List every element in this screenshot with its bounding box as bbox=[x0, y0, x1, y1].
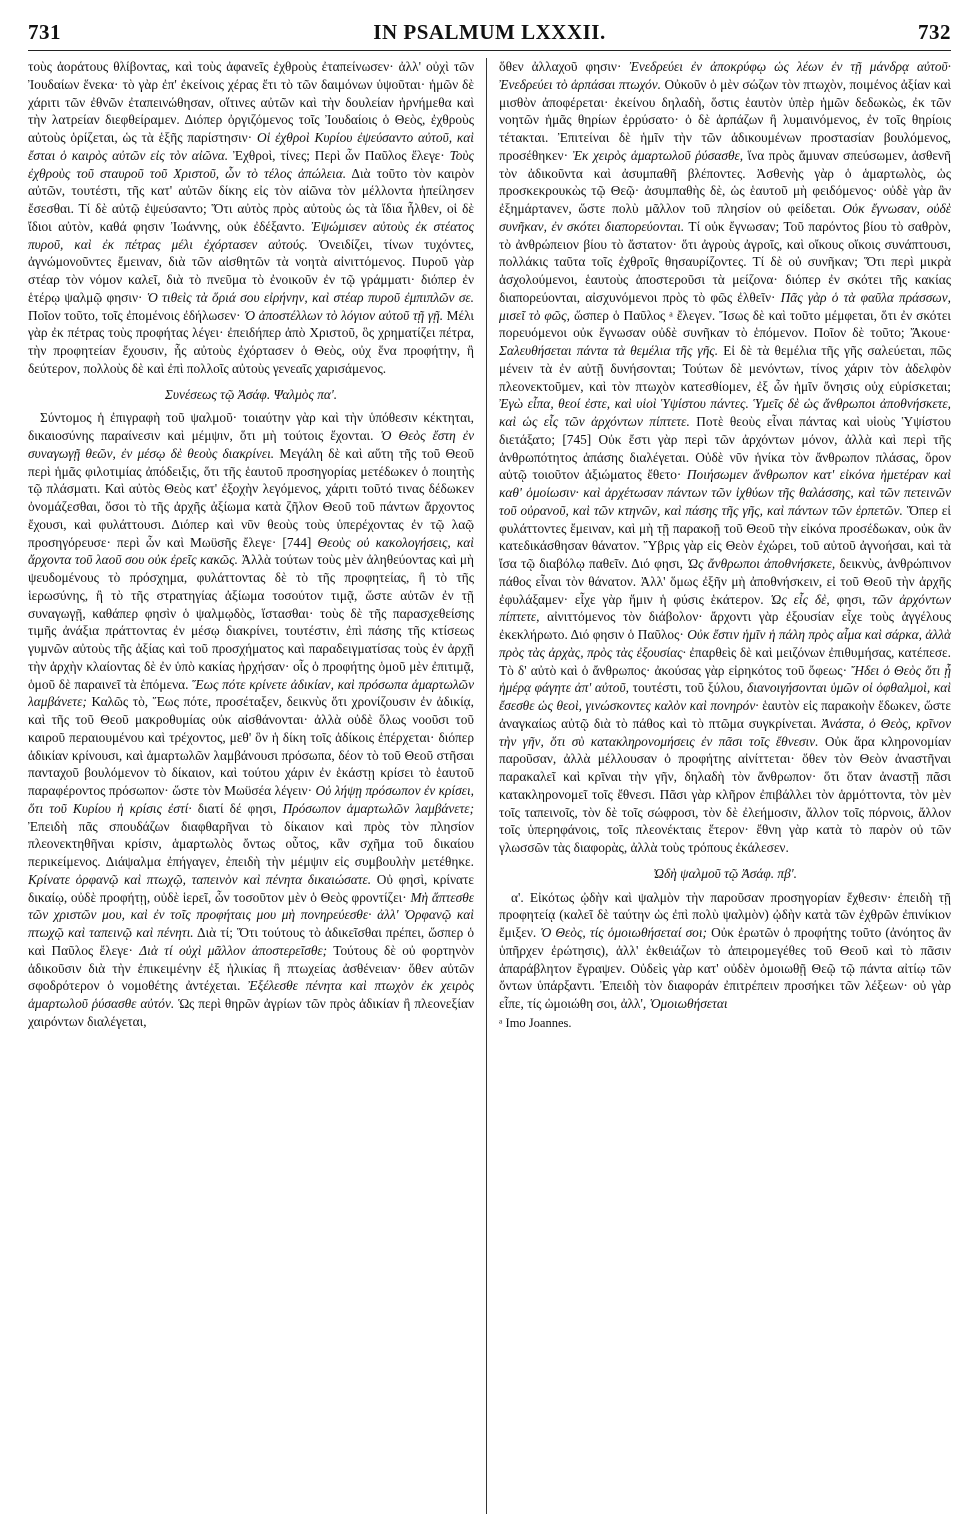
scripture-quote: Ἕως πότε κρίνετε ἀδικίαν, καὶ πρόσωπα ἁμαρτωλῶν λαμβάνετε; bbox=[28, 676, 474, 710]
right-column bbox=[499, 58, 951, 1520]
scripture-quote: Οἱ ἐχθροὶ Κυρίου ἐψεύσαντο αὐτοῦ, καὶ ἔσται ὁ καιρὸς αὐτῶν εἰς τὸν αἰῶνα. bbox=[28, 130, 474, 163]
scripture-quote: Κρίνατε ὀρφανῷ καὶ πτωχῷ, ταπεινὸν καὶ πένητα δικαιώσατε. bbox=[28, 871, 372, 887]
scripture-quote: Ὁ τιθεὶς τὰ ὅριά σου εἰρήνην, καὶ στέαρ πυροῦ ἐμπιπλῶν σε. bbox=[146, 289, 474, 305]
scripture-quote: Οὐκ ἔγνωσαν, οὐδὲ συνῆκαν, ἐν σκότει διαπορεύονται. bbox=[499, 201, 951, 234]
scripture-quote: Θεοὺς οὐ κακολογήσεις, καὶ ἄρχοντα τοῦ λαοῦ σου οὐκ ἐρεῖς κακῶς. bbox=[28, 534, 474, 568]
scripture-quote: Ἀνάστα, ὁ Θεὸς, κρῖνον τὴν γῆν, ὅτι σὺ κατακληρονομήσεις ἐν πᾶσι τοῖς ἔθνεσιν. bbox=[499, 715, 951, 749]
header-rule bbox=[28, 50, 951, 51]
scripture-quote: Ὁ ἀποστέλλων τὸ λόγιον αὐτοῦ τῇ γῇ. bbox=[244, 307, 444, 323]
column-divider bbox=[486, 58, 487, 1514]
right-page-number: 732 bbox=[918, 19, 951, 44]
psalm-heading: Ὠδὴ ψαλμοῦ τῷ Ἀσάφ. πβ'. bbox=[653, 865, 797, 881]
scripture-quote: Ἐξέλεσθε πένητα καὶ πτωχὸν ἐκ χειρὸς ἁμαρτωλοῦ ῥύσασθε αὐτόν. bbox=[28, 978, 474, 1011]
scripture-quote: Πρόσωπον ἁμαρτωλῶν λαμβάνετε; bbox=[282, 800, 474, 816]
scripture-quote: Τοὺς ἐχθροὺς τοῦ σταυροῦ τοῦ Χριστοῦ, ὧν τὸ τέλος ἀπώλεια. bbox=[28, 147, 474, 181]
paragraph: τοὺς ἀοράτους θλίβοντας, καὶ τοὺς ἀφανεῖς ἐχθροὺς ἐταπείνωσεν· ἀλλ' οὐχὶ τῶν Ἰουδαίων ἕνεκα· τὸ γὰρ ἐπ' ἐκείνοις χέρας ἔτι τὸ τῶν δαιμόνων ὑψοῦται· ἡμῶν δὲ χάριτι τῶν ἐθνῶν ἐταπεινώθησαν, οἵτινες αὐτῶν καὶ τὴν δουλείαν ἠρνήμεθα καὶ τὴν λατρείαν διεφθείραμεν. Διόπερ ὀργιζόμενος τοῖς Ἰουδαίοις ὁ Θεὸς, ἐχθροὺς αὐτοὺς ὁρίζεται, ὡς τὰ ἑξῆς παρίστησιν· Οἱ ἐχθροὶ Κυρίου ἐψεύσαντο αὐτοῦ, καὶ ἔσται ὁ καιρὸς αὐτῶν εἰς τὸν αἰῶνα. Ἐχθροὶ, τίνες; Περὶ ὧν Παῦλος ἔλεγε· Τοὺς ἐχθροὺς τοῦ σταυροῦ τοῦ Χριστοῦ, ὧν τὸ τέλος ἀπώλεια. Διὰ τοῦτο τὸν καιρὸν αὐτῶν, τουτέστι, τῆς κατ' αὐτῶν δίκης εἰς τὸν αἰῶνα τὸν μέλλοντα ἠπείλησεν ἔσεσθαι. Τί δὲ αὐτῷ ἐψεύσαντο; Ὅτι αὐτὸς πρὸς αὐτοὺς ὡς τὰ ἴδια ἦλθεν, οἱ δὲ ἴδιοι αὐτὸν, καθά φησιν Ἰωάννης, οὐκ ἐδέξαντο. Ἐψώμισεν αὐτοὺς ἐκ στέατος πυροῦ, καὶ ἐκ πέτρας μέλι ἐχόρτασεν αὐτούς. Ὀνειδίζει, τίνων τυχόντες, ἀγνώμονοῦντες ἔμειναν, διὰ τῶν αἰσθητῶν τὰ νοητὰ αἰνιττόμενος. Πυροῦ γὰρ στέαρ τὸν νόμον καλεῖ, διὰ τὸ πνεῦμα τὸ ἐνοικοῦν ἐν τῷ γράμματι· διόπερ ἐν ἑτέρῳ ψαλμῷ φησιν· Ὁ τιθεὶς τὰ ὅριά σου εἰρήνην, καὶ στέαρ πυροῦ ἐμπιπλῶν σε. Ποῖον τοῦτο, τοῖς ἐπομένοις ἐδήλωσεν· Ὁ ἀποστέλλων τὸ λόγιον αὐτοῦ τῇ γῇ. Μέλι γὰρ ἐκ πέτρας τοὺς προφήτας λέγει· ἐπειδήπερ ἀπὸ Χριστοῦ, ὃς χρηματίζει πέτρα, τὴν προφητείαν ἔχουσιν, ἧς αὐτοὺς ἐχόρτασεν ὁ Θεὸς, οὐχ ἕνα προφήτην, ἢ δεύτερον, πολλοὺς δὲ καὶ ἐπὶ πολλοῖς αὐτοὺς γενεαῖς χαρισάμενος. bbox=[28, 59, 474, 376]
scripture-quote: Ὁμοιωθήσεται bbox=[649, 996, 728, 1011]
scripture-quote: Ποιήσωμεν ἄνθρωπον κατ' εἰκόνα ἡμετέραν καὶ καθ' ὁμοίωσιν· καὶ ἀρχέτωσαν πάντων τῶν ἰχθύων τῆς θαλάσσης, καὶ τῶν πετεινῶν τοῦ οὐρανοῦ, καὶ τῶν κτηνῶν, καὶ πάσης τῆς γῆς, καὶ πάντων τῶν ἑρπετῶν. bbox=[499, 467, 951, 518]
scripture-quote: Οὐκ ἔστιν ἡμῖν ἡ πάλη πρὸς αἷμα καὶ σάρκα, ἀλλὰ πρὸς τὰς ἀρχὰς, πρὸς τὰς ἐξουσίας· bbox=[499, 627, 951, 660]
psalm-heading: Συνέσεως τῷ Ἀσάφ. Ψαλμὸς πα'. bbox=[164, 386, 338, 402]
page-header bbox=[28, 18, 951, 46]
paragraph: ὅθεν ἀλλαχοῦ φησιν· Ἐνεδρεύει ἐν ἀποκρύφῳ ὡς λέων ἐν τῇ μάνδρᾳ αὐτοῦ· Ἐνεδρεύει τὸ ἁρπάσαι πτωχόν. Οὐκοῦν ὁ μὲν σώζων τὸν πτωχὸν, ποιμένος ἀξίαν καὶ μισθὸν ἀποφέρεται· ἐκείνου δηλαδὴ, ὅστις ἑαυτὸν ὑπὲρ ἡμῶν δεδωκὼς, ἐκ τῶν νοητῶν ἡμᾶς θηρίων ἐρρύσατο· ὁ δὲ ἁρπάζων ἢ λυμαινόμενος, ἐν τοῖς θηρίοις τέτακται. Ἐπιτείναι δὲ ἡμῖν τὴν τῶν ἀδικουμένων προστασίαν βουλόμενος, προσέθηκεν· Ἐκ χειρὸς ἁμαρτωλοῦ ῥύσασθε, ἵνα πρὸς ἄμυναν σπεύσωμεν, ἀσθενῆ τὸν ἀδικοῦντα καὶ ἀσυμπαθῆ βλέποντες. Ἀσθενὴς γὰρ ὁ ἁμαρτωλὸς, ὡς προσκεκρουκὼς τῷ Θεῷ· ἀσυμπαθὴς δὲ, ὡς ἑαυτοῦ μὴ φειδόμενος· οὐδὲ γὰρ ἂν ἐξημάρτανεν, ὥστε πολὺ μᾶλλον τοῦ πλησίον οὐ φείδεται. Οὐκ ἔγνωσαν, οὐδὲ συνῆκαν, ἐν σκότει διαπορεύονται. Τί οὐκ ἔγνωσαν; Τοῦ παρόντος βίου τὸ σαθρὸν, τὸ ἀνθρώπειον βίου τὸ ἄστατον· ὅτι ἀγροὺς ἀγροῖς, καὶ οἴκους οἴκοις συνάπτουσι, πολλάκις ταῦτα τοῖς ἐχθροῖς θησαυρίζοντες. Τί δὲ οὐ συνῆκαν; Ὅτι περὶ μικρὰ ἀσχολούμενοι, ἑαυτοὺς ἀποστεροῦσι τὰ μείζονα· διόπερ ἐν σκότει τῆς κακίας διαπορεύονται, αἰσχυνόμενοι πρὸς τὸ φῶς ἐλθεῖν· Πᾶς γὰρ ὁ τὰ φαῦλα πράσσων, μισεῖ τὸ φῶς, ὥσπερ ὁ Παῦλος ᵃ ἔλεγεν. Ἴσως δὲ καὶ τοῦτο μέμφεται, ὅτι ἐν σκότει πορευόμενοι οὐκ ἔγνωσαν οὐδὲ συνῆκαν τὸ ἑπόμενον. Ποῖον δὲ τοῦτο; Ἄκουε· Σαλευθήσεται πάντα τὰ θεμέλια τῆς γῆς. Εἰ δὲ τὰ θεμέλια τῆς γῆς σαλεύεται, πῶς μένειν τὰ ἐν αὐτῇ δυνήσονται; Τούτων δὲ μενόντων, τίνος χάριν τὸν ἀδελφὸν πλεονεκτοῦμεν, καὶ τὸν πτωχὸν κατεσθίομεν, ἐξ ὧν ἡμῖν ὄνησις οὐχ εὑρίσκεται; Ἐγὼ εἶπα, θεοί ἐστε, καὶ υἱοὶ Ὑψίστου πάντες. Ὑμεῖς δὲ ὡς ἄνθρωποι ἀποθνήσκετε, καὶ ὡς εἷς τῶν ἀρχόντων πίπτετε. Ποτὲ θεοὺς εἶναι πάντας καὶ υἱοὺς Ὑψίστου διετάξατο; [745] Οὐκ ἔστι γὰρ περὶ τῶν ἀρχόντων μόνον, ἀλλὰ καὶ περὶ τῆς ἀνθρωπότητος ἁπάσης διαλέγεται. Οὐδὲ νῦν ἡνίκα τὸν ἄνθρωπον πλάσας, ὅρον αὐτῷ τοιοῦτον ἀξιώματος ἔθετο· Ποιήσωμεν ἄνθρωπον κατ' εἰκόνα ἡμετέραν καὶ καθ' ὁμοίωσιν· καὶ ἀρχέτωσαν πάντων τῶν ἰχθύων τῆς θαλάσσης, καὶ τῶν πετεινῶν τοῦ οὐρανοῦ, καὶ τῶν κτηνῶν, καὶ πάσης τῆς γῆς, καὶ πάντων τῶν ἑρπετῶν. Ὅπερ εἰ φυλάττοντες ἔμειναν, καὶ μὴ τῇ παρακοῇ τοῦ Θεοῦ τὴν εἰκόνα προσέδωκαν, οὐκ ἂν κατεδικάσθησαν θάνατον. Ὕβρις γὰρ εἰς Θεὸν ἐχώρει, τοῦ αὐτοῦ ἀγνοήσαι, καὶ τὰ ἴσα τῷ διαβόλῳ παθεῖν. Διό φησι, Ὡς ἄνθρωποι ἀποθνήσκετε, δεικνὺς, ἀνθρώπινον πάθος εἶναι τὸν θάνατον. Ἀλλ' ὅμως ἐξῆν μὴ ἀποθνήσκειν, εἰ τοῦ Θεοῦ τὴν ἀρχῆς ἐφυλάξαμεν· εἶχε γὰρ ἥμιν ἡ φύσις ἑκάτερον. Ὡς εἷς δὲ, φησι, τῶν ἀρχόντων πίπτετε, αἰνιττόμενος τὸν διάβολον· ἄρχοντι γὰρ ἐξουσίαν εἶχε τοὺς ἀγγέλους ἐκεκλήρωτο. Διό φησιν ὁ Παῦλος· Οὐκ ἔστιν ἡμῖν ἡ πάλη πρὸς αἷμα καὶ σάρκα, ἀλλὰ πρὸς τὰς ἀρχὰς, πρὸς τὰς ἐξουσίας· ἐπαρθεὶς δὲ καὶ μειζόνων ἐπιθυμήσας, κατέπεσε. Τὸ δ' αὐτὸ καὶ ὁ ἄνθρωπος· ἀκούσας γὰρ εἰρηκότος τοῦ ὄφεως· Ἤδει ὁ Θεὸς ὅτι ᾗ ἡμέρᾳ φάγητε ἀπ' αὐτοῦ, τουτέστι, τοῦ ξύλου, διανοιγήσονται ὑμῶν οἱ ὀφθαλμοὶ, καὶ ἔσεσθε ὡς θεοὶ, γινώσκοντες καλὸν καὶ πονηρόν· ἑαυτὸν εἰς παρακοὴν ἔδωκεν, ὥστε ἀναγκαίως αὐτῷ διὰ τὸ πάθος καὶ τὸ πτῶμα συγκρίνεται. Ἀνάστα, ὁ Θεὸς, κρῖνον τὴν γῆν, ὅτι σὺ κατακληρονομήσεις ἐν πᾶσι τοῖς ἔθνεσιν. Οὐκ ἄρα κληρονομίαν παροῦσαν, ἀλλὰ μέλλουσαν ὁ προφήτης αἰνίττεται· ὅθεν τὸν Θεὸν ἀναστῆναι παρακαλεῖ καὶ κρῖναι τὴν γῆν, δηλαδὴ τὸν ἄνθρωπον· ὅτι ὅταν ἀναστῇ πᾶσι κατακληρονομεῖ τοῖς ἔθνεσι. Πᾶσι γὰρ κλῆρον ἐπιβάλλει τὸν ἁρμόττοντα, τὸν μὲν τοῖς ταπεινοῖς, τὸν δὲ τοῖς σώφροσι, τὸν δὲ ἐλεήμοσιν, ἄλλον τοῖς πόρνοις, ἄλλον τοῖς ὑπερηφάνοις, τοῖς πλεονέκταις ἕτερον· ἔθνη γὰρ κατὰ τὸ παρὸν οὐ τῶν γλωσσῶν τὰς διαφορὰς, ἀλλὰ τοὺς τρόπους ἐκάλεσεν. bbox=[499, 59, 951, 855]
footnote: ᵃ Imo Joannes. bbox=[499, 1015, 572, 1030]
scripture-quote: Διὰ τί οὐχὶ μᾶλλον ἀποστερεῖσθε; bbox=[139, 942, 328, 958]
running-title: IN PSALMUM LXXXII. bbox=[373, 19, 606, 44]
scripture-quote: Ὡς εἷς δὲ, bbox=[770, 591, 830, 607]
left-column bbox=[28, 58, 474, 1520]
scripture-quote: τῶν ἀρχόντων πίπτετε, bbox=[499, 591, 951, 625]
scripture-quote: Ἐψώμισεν αὐτοὺς ἐκ στέατος πυροῦ, καὶ ἐκ πέτρας μέλι ἐχόρτασεν αὐτούς. bbox=[28, 218, 474, 252]
scripture-quote: Ὁ Θεὸς, τίς ὁμοιωθήσεταί σοι; bbox=[540, 925, 707, 940]
scripture-quote: Πᾶς γὰρ ὁ τὰ φαῦλα πράσσων, μισεῖ τὸ φῶς, bbox=[499, 289, 951, 323]
scripture-quote: διανοιγήσονται ὑμῶν οἱ ὀφθαλμοὶ, καὶ ἔσεσθε ὡς θεοὶ, γινώσκοντες καλὸν καὶ πονηρόν· bbox=[499, 680, 951, 713]
scripture-quote: ἀλλ' Ὀρφανῷ καὶ πτωχῷ καὶ ταπεινῷ καὶ πένητι. bbox=[28, 907, 474, 940]
scripture-quote: Ἐκ χειρὸς ἁμαρτωλοῦ ῥύσασθε, bbox=[572, 147, 744, 163]
paragraph: Σύντομος ἡ ἐπιγραφὴ τοῦ ψαλμοῦ· τοιαύτην γὰρ καὶ τὴν ὑπόθεσιν κέκτηται, δικαιοσύνης παραίνεσιν καὶ μέμψιν, ὅτι μὴ τούτοις ἔχονται. Ὁ Θεὸς ἔστη ἐν συναγωγῇ θεῶν, ἐν μέσῳ δὲ θεοὺς διακρίνει. Μεγάλη δὲ καὶ αὕτη τῆς τοῦ Θεοῦ περὶ ἡμᾶς φιλοτιμίας ἀπόδειξις, ὅτι τῆς ἑαυτοῦ προσηγορίας μετέδωκεν ὁ ποιητὴς τῷ πλάσματι. Καὶ αὐτὸς Θεὸς κατ' ἐξοχὴν λεγόμενος, χάριτι τοῦτό τινας δέδωκεν ὀνομάζεσθαι, ὅσοι τὸ τῆς ἀρχῆς ἀξίωμα κατὰ ζῆλον Θεοῦ τοῦ πάντων ἄρχοντος ἔχουσι, καὶ φυλάττουσι. Διόπερ καὶ νῦν θεοὺς τοὺς ὑπερέχοντας ἐν τῷ λαῷ προσηγόρευσε· περὶ ὧν καὶ Μωϋσῆς ἔλεγε· [744] Θεοὺς οὐ κακολογήσεις, καὶ ἄρχοντα τοῦ λαοῦ σου οὐκ ἐρεῖς κακῶς. Ἀλλὰ τούτων τοὺς μὲν ἀληθεύοντας καὶ μὴ ψευδομένους τὸ πρόσχημα, φυλάττοντας δὲ τὸ τῆς προφητείας, ἢ τὸ τῆς ἱερωσύνης, ἢ τὸ τῆς στρατηγίας ἀξίωμα τοσούτον τιμᾷ, ὥστε αὐτῶν ἐν τῇ συναγωγῇ, καθάπερ φησὶν ὁ ψαλμῳδὸς, ἵστασθαι· τοὺς δὲ τῆς παρασχεθείσης τιμῆς ἀνάξια πράττοντας ἐν μέσῳ διακρίνει, τουτέστιν, ἐπὶ πάσης τῆς κτίσεως γυμνῶν αὐτοὺς τῆς ἀξίας καὶ τοῦ προσχήματος καὶ παραδειγματίσας τοὺς ἐν ἀρχῇ τὴν ἀρχὴν κλαίοντας δὲ ἐν ὑπὸ κακίας ἡρχήσαν· οἷς ὁ προφήτης ὁμοῦ μὲν ἐπιτιμᾷ, ὁμοῦ δὲ παραινεῖ τὰ ἑπόμενα. Ἕως πότε κρίνετε ἀδικίαν, καὶ πρόσωπα ἁμαρτωλῶν λαμβάνετε; Καλῶς τὸ, Ἕως πότε, προσέταξεν, δεικνὺς ὅτι χρονίζουσιν ἐν ἀδικίᾳ, καὶ τῆς τοῦ Θεοῦ μακροθυμίας οὐκ αἰσθάνονται· ἀλλὰ οὐδὲ ὅλως νοοῦσι τοῦ καιροῦ περαιουμένου καὶ τρέχοντος, μεθ' ὃν ἡ δίκη τοῖς ἀδίκοις ἐπέρχεται· διόπερ ἀδικίαν κρίνουσι, καὶ ἁμαρτωλῶν λαμβάνουσι πρόσωπα, δέον τὸ τοῦ Θεοῦ στῆσαι πανταχοῦ βουλόμενον τὸ δίκαιον, καὶ τούτου χάριν ἐν ἑκάστῃ κρίσει τὸ ἑαυτοῦ παραφέροντος πρόσωπον· ὥστε τὸν Μωϋσέα λέγειν· Οὐ λήψῃ πρόσωπον ἐν κρίσει, ὅτι τοῦ Κυρίου ἡ κρίσις ἐστί· διατί δέ φησι, Πρόσωπον ἁμαρτωλῶν λαμβάνετε; Ἐπειδὴ πᾶς σπουδάζων διαφθαρῆναι τὸ δίκαιον καὶ πρὸς τὸν πλησίον πλεονεκτηθῆναι κρίσιν, ἁμαρτωλὸς ὄντως οὗτος, κἂν σχῆμα τοῦ δικαίου περικείμενος. Διάψαλμα ἐπήγαγεν, ἐπειδὴ τὴν μέμψιν εἰς συμβουλὴν μετέθηκε. Κρίνατε ὀρφανῷ καὶ πτωχῷ, ταπεινὸν καὶ πένητα δικαιώσατε. Οὐ φησὶ, κρίνατε δικαίῳ, οὐδὲ προφήτῃ, οὐδὲ ἱερεῖ, ὧν τοσοῦτον μὲν ὁ Θεὸς φροντίζει· Μὴ ἅπτεσθε τῶν χριστῶν μου, καὶ ἐν τοῖς προφήταις μου μὴ πονηρεύεσθε· ἀλλ' Ὀρφανῷ καὶ πτωχῷ καὶ ταπεινῷ καὶ πένητι. Διὰ τί; Ὅτι τούτους τὸ ἀδικεῖσθαι πρέπει, ὥσπερ ὁ καὶ Παῦλος ἔλεγε· Διὰ τί οὐχὶ μᾶλλον ἀποστερεῖσθε; Τούτους δὲ οὐ φορτηνὸν ἀδικοῦσιν διὰ τὴν ἐπικειμένην ἐξ ἡλικίας ἢ πτωχείας ἀσθένειαν· ὅθεν αὐτῶν σφοδρότερον ὁ νομοθέτης ἀντέχεται. Ἐξέλεσθε πένητα καὶ πτωχὸν ἐκ χειρὸς ἁμαρτωλοῦ ῥύσασθε αὐτόν. Ὡς περὶ θηρῶν ἀγρίων τῶν πρὸς ἀδικίαν ἢ πλεονεξίαν χαιρόντων διαλέγεται, bbox=[28, 410, 474, 1029]
scripture-quote: Ἐγὼ εἶπα, θεοί ἐστε, καὶ υἱοὶ Ὑψίστου πάντες. Ὑμεῖς δὲ ὡς ἄνθρωποι ἀποθνήσκετε, καὶ ὡς εἷς τῶν ἀρχόντων πίπτετε. bbox=[499, 396, 951, 429]
scripture-quote: Σαλευθήσεται πάντα τὰ θεμέλια τῆς γῆς. bbox=[499, 343, 719, 358]
scripture-quote: Ὁ Θεὸς ἔστη ἐν συναγωγῇ θεῶν, ἐν μέσῳ δὲ θεοὺς διακρίνει. bbox=[28, 428, 474, 461]
paragraph: α'. Εἰκότως ᾠδὴν καὶ ψαλμὸν τὴν παροῦσαν προσηγορίαν ἔχθεσιν· ἐπειδὴ τῇ προφητείᾳ (καλεῖ δὲ ταύτην ὡς ἐπὶ πολὺ ψαλμὸν) ᾠδὴν κατὰ τῶν ἐχθρῶν ἐπινίκιον ἔμιξεν. Ὁ Θεὸς, τίς ὁμοιωθήσεταί σοι; Οὐκ ἐρωτῶν ὁ προφήτης τοῦτο (ἀνόητος ἂν ὑπῆρχεν ἐρώτησις), ἀλλ' ἐκθειάζων τὸ ἀπειρομεγέθες τοῦ Θεοῦ καὶ τὸ πᾶσιν ἀπαράβλητον ἔγραψεν. Οὐδεὶς γὰρ κατ' οὐδὲν ὁμοιωθῇ Θεῷ τῷ πάντα αἰτίῳ τῶν ὄντων ὑπάρξαντι. Ἐπειδὴ τὸν διαφοράν ἐπιτρέπειν προσήκει τῶν λέξεων· οὐ γὰρ εἶπε, τίς ὡμοιώθη σοι, ἀλλ', Ὁμοιωθήσεται bbox=[499, 889, 951, 1011]
scripture-quote: Ὡς ἄνθρωποι ἀποθνήσκετε, bbox=[687, 556, 836, 571]
scripture-quote: Ἤδει ὁ Θεὸς ὅτι ᾗ ἡμέρᾳ φάγητε ἀπ' αὐτοῦ, bbox=[499, 662, 951, 696]
scripture-quote: Ἐνεδρεύει ἐν ἀποκρύφῳ ὡς λέων ἐν τῇ μάνδρᾳ αὐτοῦ· Ἐνεδρεύει τὸ ἁρπάσαι πτωχόν. bbox=[499, 59, 951, 92]
scripture-quote: Οὐ λήψῃ πρόσωπον ἐν κρίσει, ὅτι τοῦ Κυρίου ἡ κρίσις ἐστί· bbox=[28, 783, 474, 816]
scripture-quote: Μὴ ἅπτεσθε τῶν χριστῶν μου, καὶ ἐν τοῖς προφήταις μου μὴ πονηρεύεσθε· bbox=[28, 889, 474, 923]
left-page-number: 731 bbox=[28, 19, 61, 44]
